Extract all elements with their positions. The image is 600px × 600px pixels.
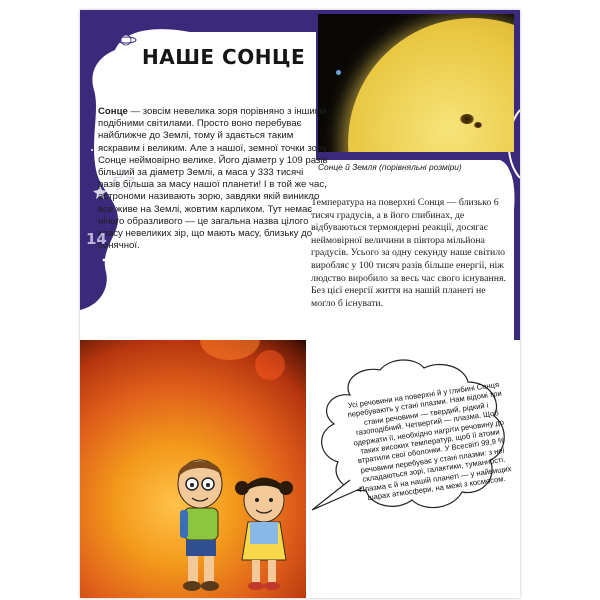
- book-page: [80, 10, 520, 598]
- intro-text: — зовсім невелика зоря порівняно з іншими подібними світилами. Просто воно перебуває найближче до Землі, тому й здається таким яскравим і великим. Але з нашої, земної точки зору Сонце неймовірно велике. Його діаметр у 109 разів більший за діаметр Землі, а маса у 333 тисячі разів більша за масу нашої планети! І в той же час, астрономи називають зорю, завдяки якій виникло все живе на Землі, жовтим карликом. Тут немає нічого образливого — це загальна назва цілого класу невеликих зір, що мають масу, близьку до сонячної.: [98, 106, 328, 252]
- kids-illustration: [160, 448, 310, 598]
- intro-term: Сонце: [98, 106, 128, 117]
- page-number: 14: [86, 230, 107, 248]
- temperature-paragraph: Температура на поверхні Сонця — близько 6 тисяч градусів, а в його глибинах, де відбуваються термоядерні реакції, досягає неймовірної величини в півтора мільйона градусів. Усього за одну секунду наше світило виробляє у 100 тисяч разів більше енергії, ніж людство виробило за весь час свого існування. Без цієї енергії життя на нашій планеті не могло б існувати.: [311, 197, 506, 309]
- girl-character-icon: [235, 478, 293, 590]
- speech-bubble-text: Усі речовини на поверхні й у глибині Сонця перебувають у стані плазми. Нам відомі три стани речовини — твердий, рідкий і газоподібний. Четвертий — плазма. Щоб одержати її, необхідно нагріти речовину до таких високих температур, щоб її атоми втратили свої оболонки. У Всесвіті 99,9 % речовини перебуває у стані плазми: з неї складаються зорі, галактики, туманності. Плазма є й на нашій планеті — у найвищих шарах атмосфери, на межі з космосом.: [347, 379, 512, 503]
- page-title: НАШЕ СОНЦЕ: [142, 45, 306, 69]
- photo-caption: Сонце й Земля (порівняльні розміри): [318, 162, 462, 172]
- boy-character-icon: [178, 460, 222, 591]
